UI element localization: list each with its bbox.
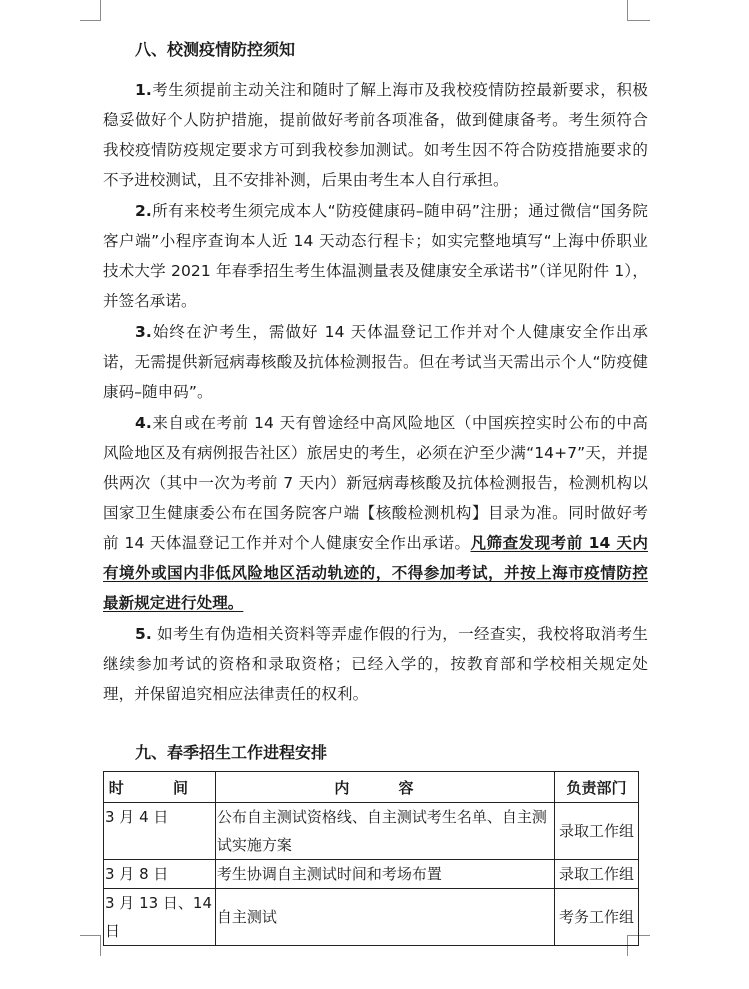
notice-item-4 — [103, 408, 648, 618]
notice-item-2 — [103, 196, 648, 316]
cell-time: 3 月 4 日 — [104, 803, 216, 860]
cell-dept: 考务工作组 — [555, 889, 639, 946]
item-text: 考生须提前主动关注和随时了解上海市及我校疫情防控最新要求，积极稳妥做好个人防护措施，提前做好考前各项准备，做到健康备考。考生须符合我校疫情防疫规定要求方可到我校参加测试。如考生因不符合防疫措施要求的不予进校测试，且不安排补测，后果由考生本人自行承担。 — [103, 81, 648, 189]
cell-content: 自主测试 — [215, 889, 554, 946]
section-9-title: 九、春季招生工作进程安排 — [135, 743, 328, 762]
table-header-row — [104, 772, 639, 803]
item-number: 3. — [135, 323, 152, 341]
item-text: 如考生有伪造相关资料等弄虚作假的行为，一经查实，我校将取消考生继续参加考试的资格和录取资格；已经入学的，按教育部和学校相关规定处理，并保留追究相应法律责任的权利。 — [103, 625, 648, 703]
item-number: 1. — [135, 81, 152, 99]
cell-time: 3 月 8 日 — [104, 860, 216, 889]
item-text: 始终在沪考生，需做好 14 天体温登记工作并对个人健康安全作出承诺，无需提供新冠病毒核酸及抗体检测报告。但在考试当天需出示个人“防疫健康码–随申码”。 — [103, 323, 648, 401]
item-text: 所有来校考生须完成本人“防疫健康码–随申码”注册；通过微信“国务院客户端”小程序查询本人近 14 天动态行程卡；如实完整地填写“上海中侨职业技术大学 2021 年春季招生考生体温测量表及健康安全承诺书”（详见附件 1），并签名承诺。 — [103, 202, 648, 310]
item-number: 2. — [135, 202, 152, 220]
item-number: 4. — [135, 414, 152, 432]
item-emphasis: 凡筛查发现考前 14 天内有境外或国内非低风险地区活动轨迹的，不得参加考试，并按上海市疫情防控最新规定进行处理。 — [103, 534, 648, 612]
notice-item-1 — [103, 75, 648, 195]
document-body — [103, 40, 648, 946]
header-time: 时 间 — [104, 772, 216, 803]
table-row — [104, 860, 639, 889]
table-row — [104, 889, 639, 946]
table-row — [104, 803, 639, 860]
cell-dept: 录取工作组 — [555, 860, 639, 889]
crop-mark-top-right — [627, 0, 650, 21]
cell-content: 考生协调自主测试时间和考场布置 — [215, 860, 554, 889]
crop-mark-bottom-left — [80, 935, 101, 956]
schedule-table — [103, 771, 639, 946]
notice-item-3 — [103, 317, 648, 407]
cell-dept: 录取工作组 — [555, 803, 639, 860]
cell-time: 3 月 13 日、14 日 — [104, 889, 216, 946]
item-number: 5. — [135, 625, 152, 643]
item-text: 来自或在考前 14 天有曾途经中高风险地区（中国疾控实时公布的中高风险地区及有病例报告社区）旅居史的考生，必须在沪至少满“14+7”天，并提供两次（其中一次为考前 7 天内）新冠病毒核酸及抗体检测报告，检测机构以国家卫生健康委公布在国务院客户端【核酸检测机构】目录为准。同时做好考前 14 天体温登记工作并对个人健康安全作出承诺。 — [103, 414, 648, 552]
header-dept: 负责部门 — [555, 772, 639, 803]
cell-content: 公布自主测试资格线、自主测试考生名单、自主测试实施方案 — [215, 803, 554, 860]
crop-mark-top-left — [80, 0, 101, 21]
header-content: 内 容 — [215, 772, 554, 803]
notice-item-5 — [103, 619, 648, 709]
section-8-title: 八、校测疫情防控须知 — [135, 40, 296, 59]
